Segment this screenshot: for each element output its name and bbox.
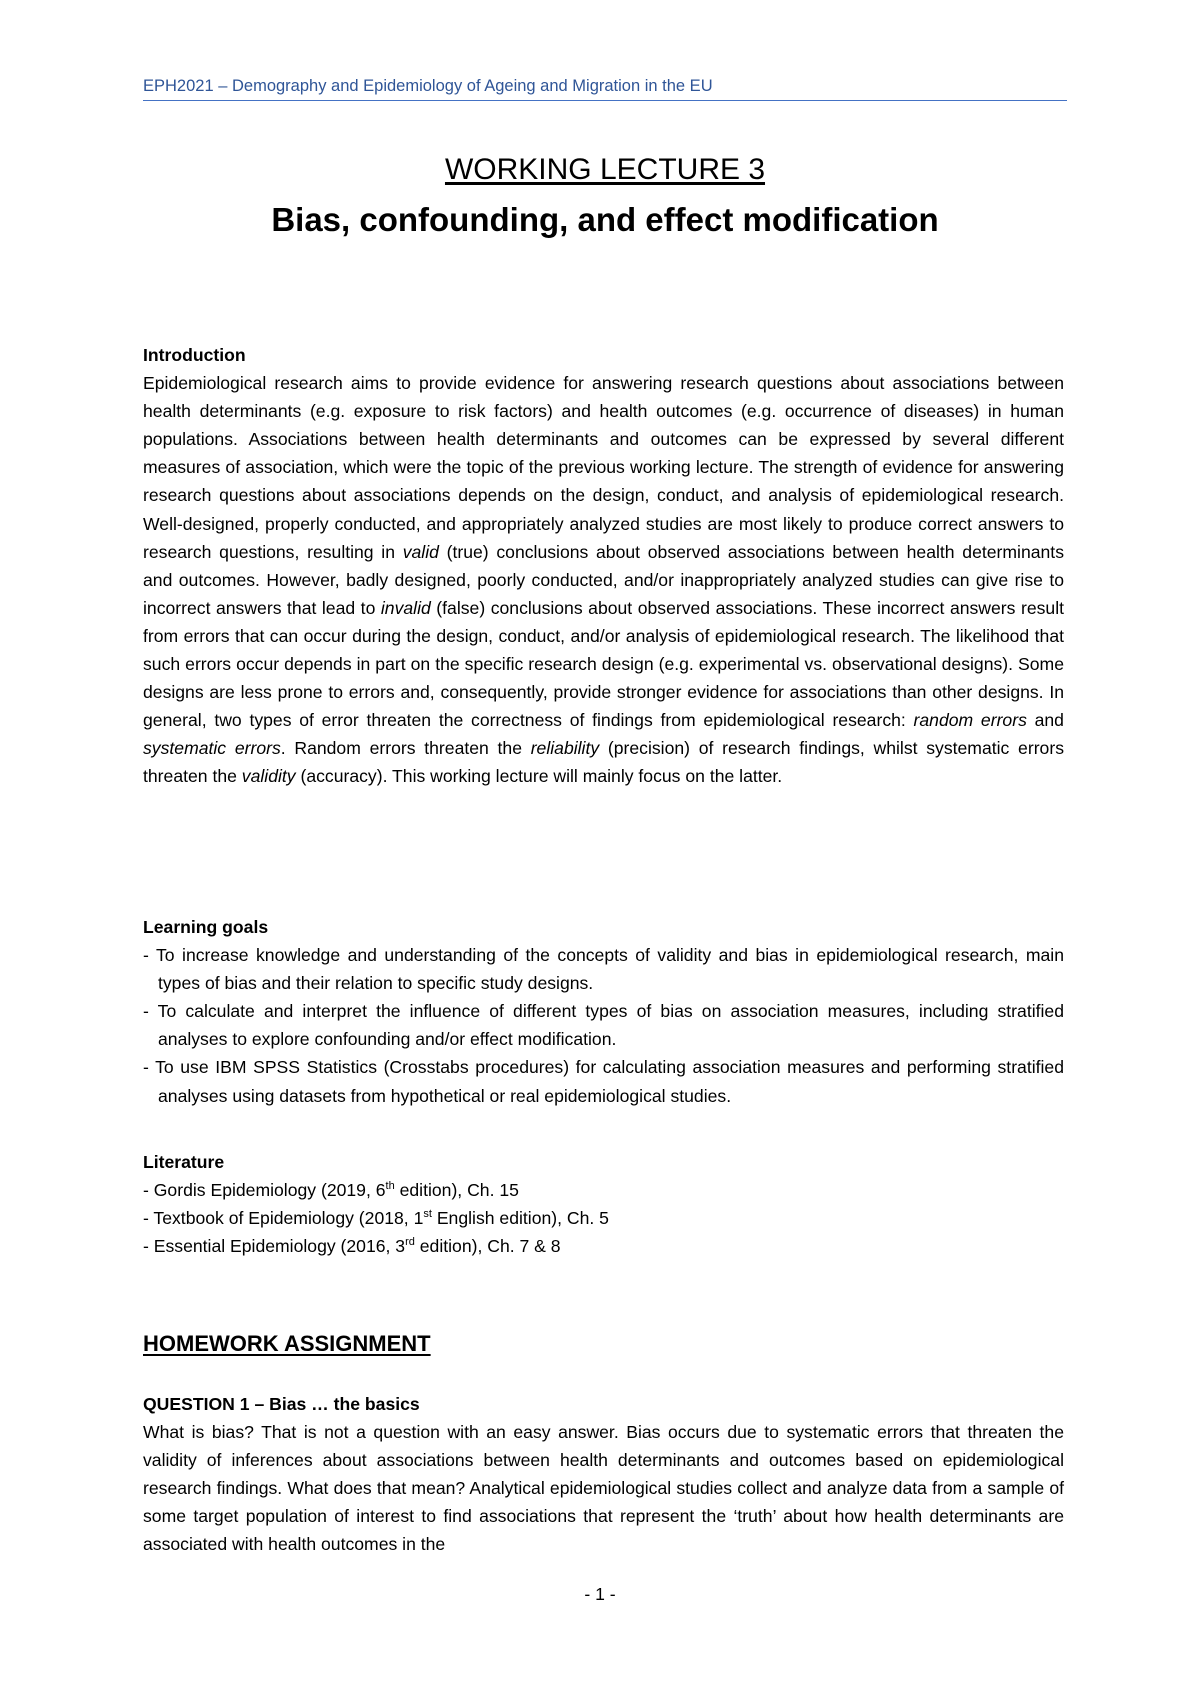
homework-heading: HOMEWORK ASSIGNMENT [143, 1331, 431, 1356]
literature-item-text: edition), Ch. 15 [394, 1180, 519, 1201]
introduction-section [143, 341, 1064, 791]
homework-section [143, 1328, 1064, 1360]
literature-item [143, 1176, 1064, 1204]
page-number: - 1 - [584, 1584, 616, 1604]
question-1-section [143, 1390, 1064, 1559]
intro-text-1: Epidemiological research aims to provide evidence for answering research questions about associations between health determinants (e.g. exposure to risk factors) and health outcomes (e.g. occurrence of diseases) in human populations. Associations between health determinants and outcomes can be expressed by several different measures of association, which were the topic of the previous working lecture. The strength of evidence for answering research questions about associations depends on the design, conduct, and analysis of epidemiological research. Well-designed, properly conducted, and appropriately analyzed studies are most likely to produce correct answers to research questions, resulting in [143, 373, 1064, 562]
literature-item [143, 1204, 1064, 1232]
literature-item [143, 1232, 1064, 1260]
literature-list [143, 1176, 1064, 1260]
literature-item-ordinal: th [385, 1180, 395, 1193]
literature-heading: Literature [143, 1152, 225, 1172]
learning-goals-heading: Learning goals [143, 917, 269, 937]
running-header: EPH2021 – Demography and Epidemiology of Ageing and Migration in the EU [143, 74, 1067, 101]
intro-text-2: (true) conclusions about observed associations between health determinants and outcomes. However, badly designed, poorly conducted, and/or inappropriately analyzed studies can give rise to incorrect answers that lead to [143, 541, 1064, 618]
literature-item-text: edition), Ch. 7 & 8 [414, 1236, 561, 1257]
learning-goal-item: - To increase knowledge and understanding of the concepts of validity and bias in epidemiological research, main types of bias and their relation to specific study designs. [143, 945, 1064, 994]
question-1-paragraph: What is bias? That is not a question with an easy answer. Bias occurs due to systematic errors that threaten the validity of inferences about associations between health determinants and outcomes based on epidemiological research findings. What does that mean? Analytical epidemiological studies collect and analyze data from a sample of some target population of interest to find associations that represent the ‘truth’ about how health determinants are associated with health outcomes in the [143, 1422, 1064, 1555]
intro-validity-term: validity [241, 766, 296, 787]
intro-random-errors-term: random errors [913, 710, 1027, 731]
intro-text-3: (false) conclusions about observed associations. These incorrect answers result from errors that can occur during the design, conduct, and/or analysis of epidemiological research. The likelihood that such errors occur depends in part on the specific research design (e.g. experimental vs. observational designs). Some designs are less prone to errors and, consequently, provide stronger evidence for associations than other designs. In general, two types of error threaten the correctness of findings from epidemiological research: [143, 597, 1064, 731]
literature-item-ordinal: st [423, 1208, 432, 1221]
intro-reliability-term: reliability [530, 738, 600, 759]
intro-systematic-errors-term: systematic errors [143, 738, 281, 759]
learning-goal-item: - To calculate and interpret the influence of different types of bias on association measures, including stratified analyses to explore confounding and/or effect modification. [143, 1001, 1064, 1050]
learning-goals-list [143, 941, 1064, 1110]
literature-item-text: - Textbook of Epidemiology (2018, 1 [143, 1208, 424, 1229]
introduction-heading: Introduction [143, 345, 246, 365]
intro-valid-term: valid [402, 541, 439, 562]
introduction-paragraph [143, 369, 1064, 790]
literature-section [143, 1148, 1064, 1260]
literature-item-text: - Essential Epidemiology (2016, 3 [143, 1236, 406, 1257]
intro-text-6: (accuracy). This working lecture will mainly focus on the latter. [295, 766, 783, 787]
lecture-title: WORKING LECTURE 3 [444, 153, 766, 186]
lecture-subtitle: Bias, confounding, and effect modification [271, 201, 939, 238]
question-1-heading: QUESTION 1 – Bias … the basics [143, 1394, 420, 1414]
literature-item-text: English edition), Ch. 5 [431, 1208, 609, 1229]
intro-text-and: and [1026, 710, 1064, 731]
learning-goal-item: - To use IBM SPSS Statistics (Crosstabs procedures) for calculating association measures and performing stratified analyses using datasets from hypothetical or real epidemiological studies. [143, 1057, 1064, 1106]
learning-goals-section [143, 913, 1064, 1110]
intro-invalid-term: invalid [380, 597, 431, 618]
literature-item-ordinal: rd [405, 1236, 415, 1249]
intro-text-5: (precision) of research findings, whilst systematic errors threaten the [143, 738, 1064, 787]
intro-text-4: . Random errors threaten the [280, 738, 531, 759]
literature-item-text: - Gordis Epidemiology (2019, 6 [143, 1180, 386, 1201]
title-block [143, 150, 1067, 242]
